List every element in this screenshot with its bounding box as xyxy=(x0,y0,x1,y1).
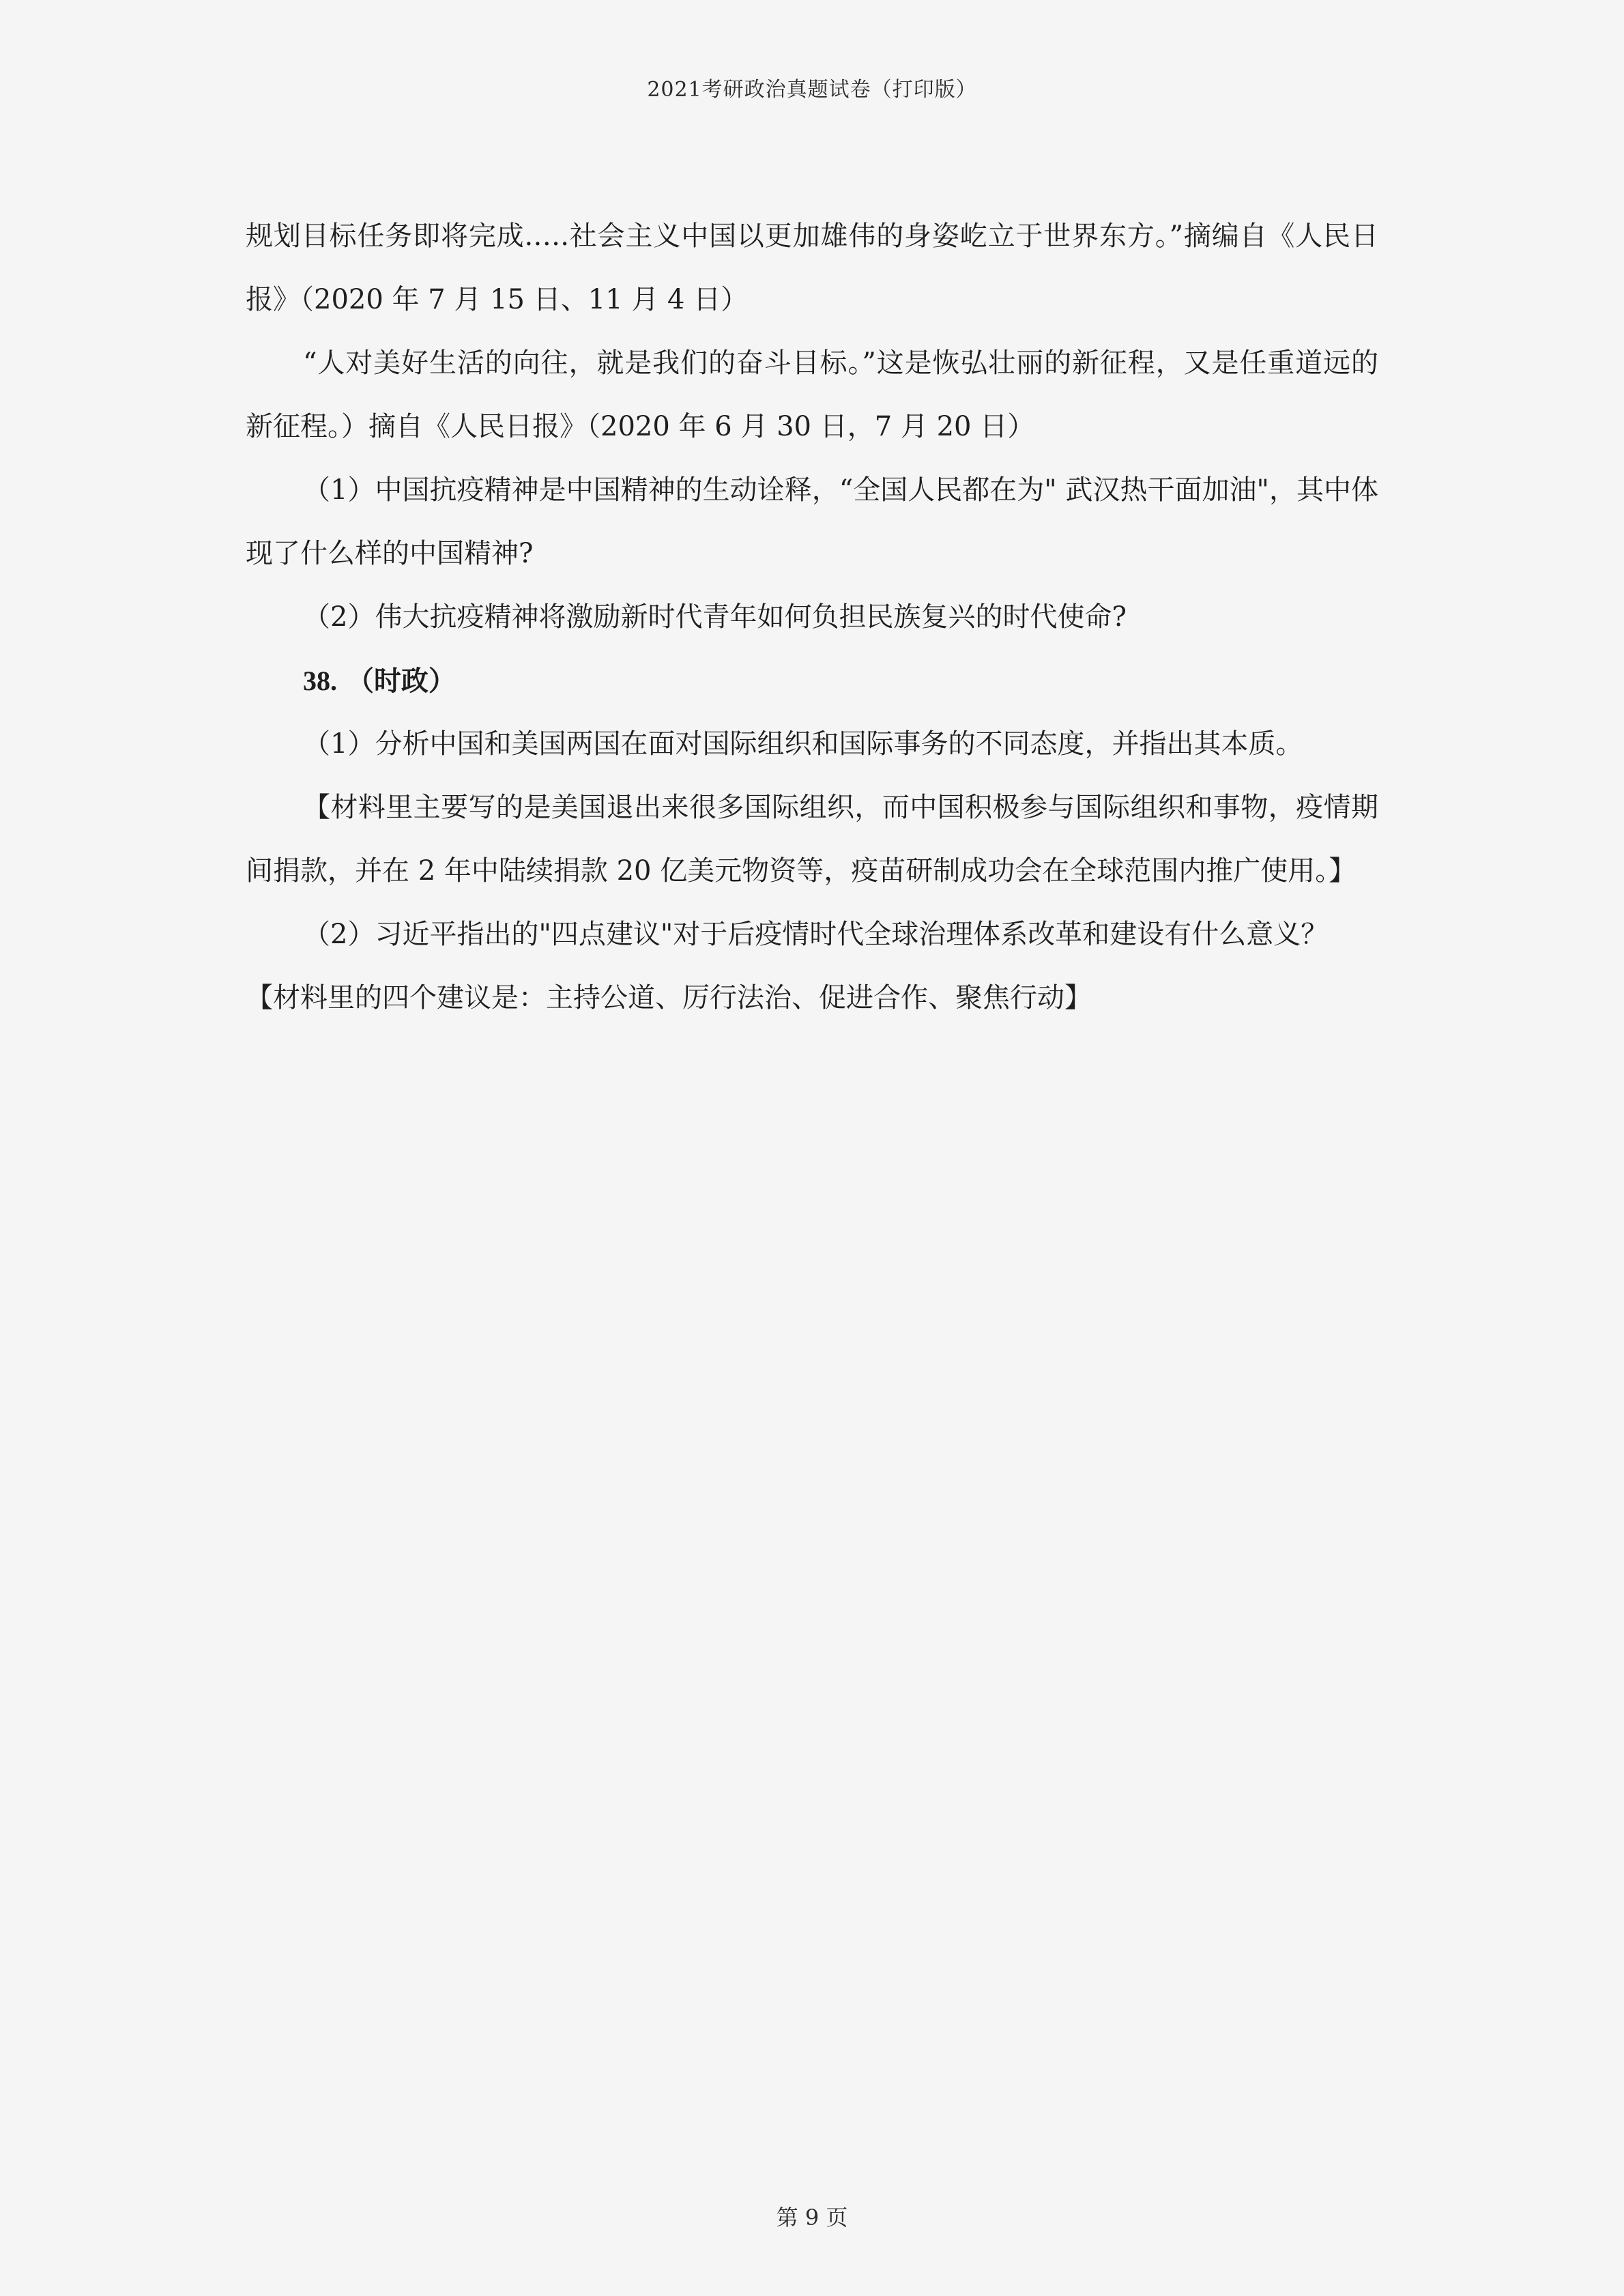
question-topic: （时政） xyxy=(346,665,456,697)
paragraph-continuation: 规划目标任务即将完成.….社会主义中国以更加雄伟的身姿屹立于世界东方。”摘编自《人民日报》（2020 年 7 月 15 日、11 月 4 日） xyxy=(246,220,1378,315)
page-number: 第 9 页 xyxy=(776,2205,848,2230)
question-number: 38. xyxy=(303,665,337,696)
question-38-heading xyxy=(246,649,1378,713)
document-body xyxy=(246,205,1378,1030)
question-37-part-2: （2）伟大抗疫精神将激励新时代青年如何负担民族复兴的时代使命? xyxy=(303,601,1127,633)
question-37-part-1: （1）中国抗疫精神是中国精神的生动诠释，“全国人民都在为" 武汉热干面加油"，其中体现了什么样的中国精神? xyxy=(246,474,1378,569)
material-note-1: 【材料里主要写的是美国退出来很多国际组织，而中国积极参与国际组织和事物，疫情期间捐款，并在 2 年中陆续捐款 20 亿美元物资等，疫苗研制成功会在全球范围内推广使用。】 xyxy=(246,792,1378,887)
question-38-part-1: （1）分析中国和美国两国在面对国际组织和国际事务的不同态度，并指出其本质。 xyxy=(303,728,1303,760)
material-note-2: 【材料里的四个建议是：主持公道、厉行法治、促进合作、聚焦行动】 xyxy=(246,982,1092,1014)
question-38-part-2: （2）习近平指出的"四点建议"对于后疫情时代全球治理体系改革和建设有什么意义？ xyxy=(303,919,1329,950)
paragraph-quote: “人对美好生活的向往，就是我们的奋斗目标。”这是恢弘壮丽的新征程，又是任重道远的新征程。）摘自《人民日报》（2020 年 6 月 30 日，7 月 20 日） xyxy=(246,347,1378,442)
running-header: 2021考研政治真题试卷（打印版） xyxy=(647,78,977,102)
